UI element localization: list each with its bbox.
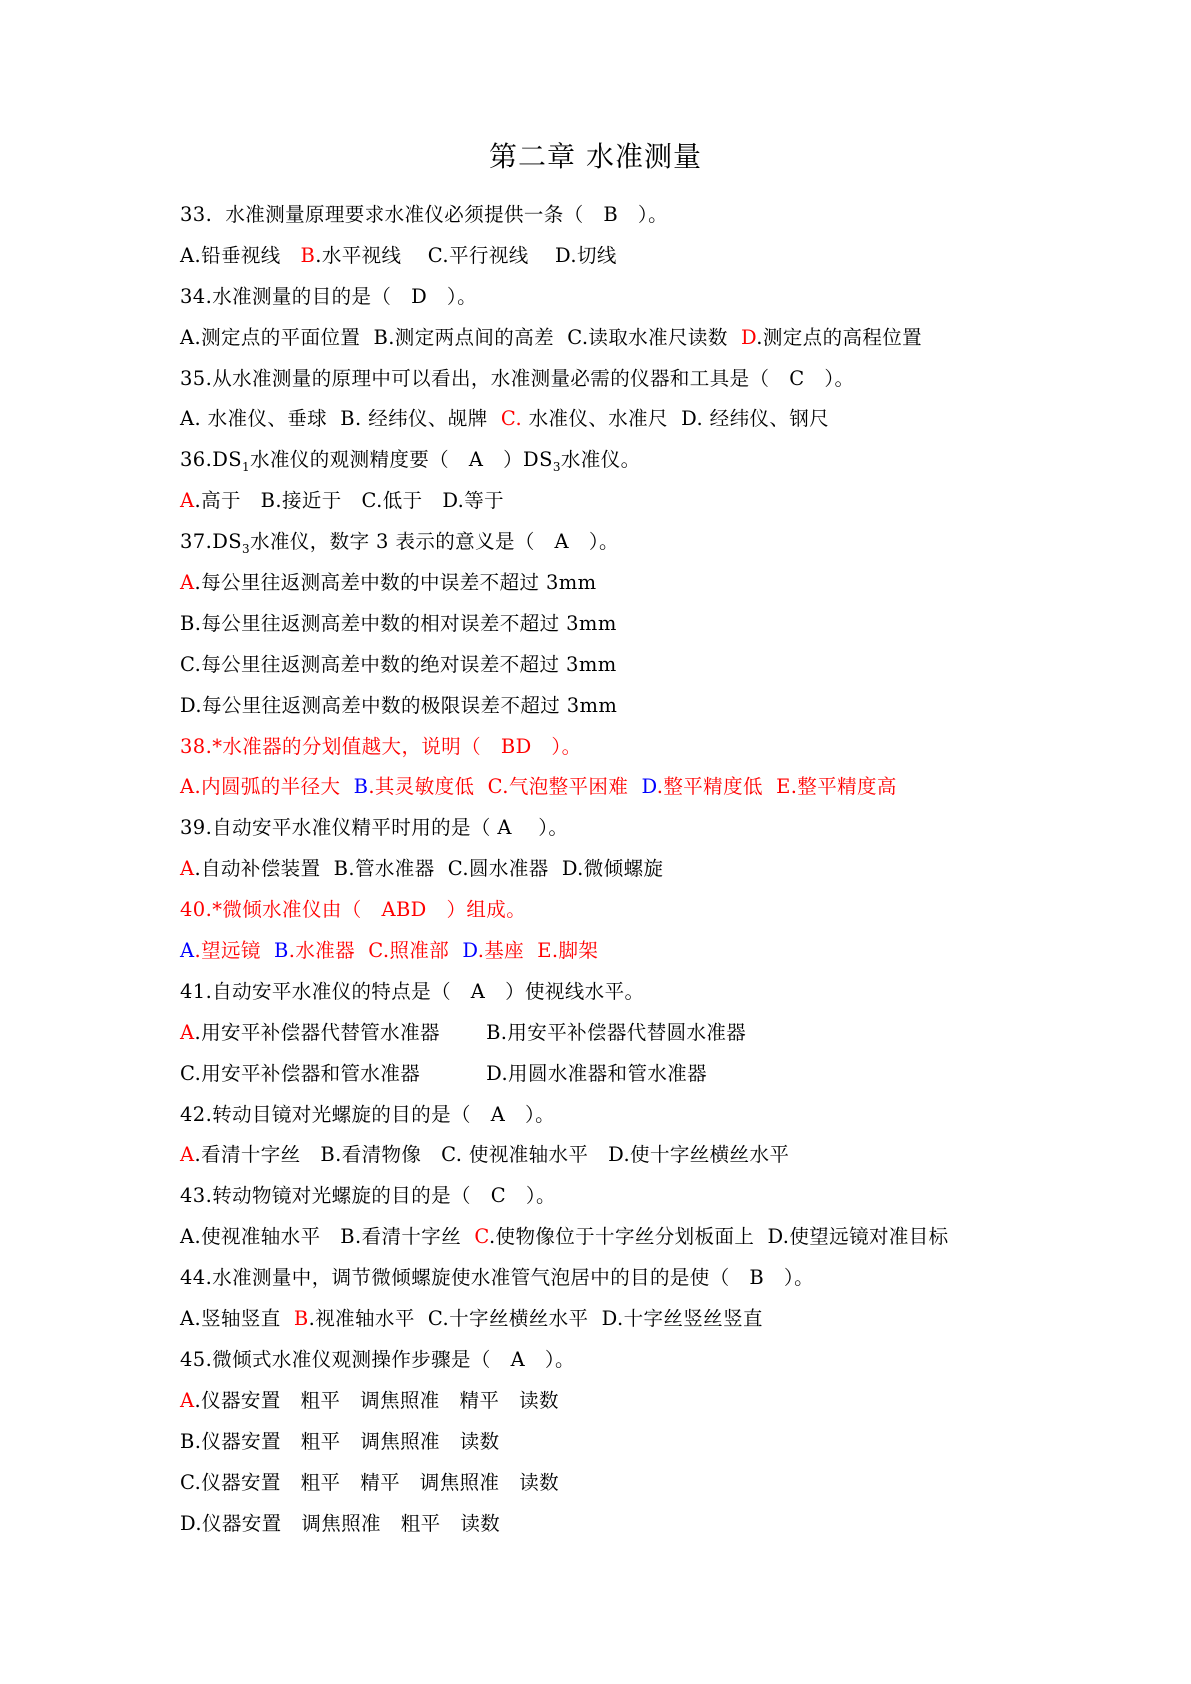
option-line	[180, 1299, 1120, 1340]
text-segment: A.内圆弧的半径大	[180, 775, 354, 799]
option-line	[180, 399, 1120, 440]
question-line	[180, 727, 1120, 768]
subscript-text: 3	[242, 542, 251, 557]
text-segment: .其灵敏度低 C.气泡整平困难	[368, 775, 642, 799]
text-segment: .望远镜	[194, 939, 274, 963]
text-segment: B	[273, 939, 289, 963]
question-list	[180, 195, 1120, 1544]
text-segment: B	[293, 1307, 309, 1331]
option-line	[180, 1054, 1120, 1095]
option-line	[180, 1504, 1120, 1545]
option-line	[180, 645, 1120, 686]
option-line	[180, 767, 1120, 808]
question-line	[180, 359, 1120, 400]
text-segment: 水准仪。	[560, 448, 641, 472]
text-segment: 40.*微倾水准仪由（ ABD ）组成。	[180, 898, 527, 922]
option-line	[180, 604, 1120, 645]
text-segment: D.每公里往返测高差中数的极限误差不超过 3mm	[180, 693, 618, 717]
text-segment: A. 水准仪、垂球 B. 经纬仪、觇牌	[180, 407, 501, 431]
text-segment: .基座 E.脚架	[477, 939, 599, 963]
text-segment: .自动补偿装置 B.管水准器 C.圆水准器 D.微倾螺旋	[194, 857, 664, 881]
option-line	[180, 849, 1120, 890]
text-segment: A.竖轴竖直	[180, 1307, 294, 1331]
text-segment: .视准轴水平 C.十字丝横丝水平 D.十字丝竖丝竖直	[308, 1307, 763, 1331]
text-segment: B.每公里往返测高差中数的相对误差不超过 3mm	[180, 611, 617, 635]
text-segment: B.仪器安置 粗平 调焦照准 读数	[180, 1429, 500, 1453]
question-line	[180, 440, 1120, 481]
option-line	[180, 1135, 1120, 1176]
text-segment: D	[462, 939, 478, 963]
text-segment: D.仪器安置 调焦照准 粗平 读数	[180, 1511, 501, 1535]
text-segment: C.仪器安置 粗平 精平 调焦照准 读数	[180, 1470, 560, 1494]
option-line	[180, 1381, 1120, 1422]
text-segment: A	[180, 939, 195, 963]
text-segment: 35.从水准测量的原理中可以看出，水准测量必需的仪器和工具是（ C ）。	[180, 366, 855, 390]
text-segment: 水准仪的观测精度要（ A ）DS	[250, 448, 553, 472]
question-line	[180, 522, 1120, 563]
text-segment: 44.水准测量中，调节微倾螺旋使水准管气泡居中的目的是使（ B ）。	[180, 1266, 814, 1290]
text-segment: .用安平补偿器代替管水准器 B.用安平补偿器代替圆水准器	[194, 1020, 747, 1044]
text-segment: A	[180, 1020, 195, 1044]
option-line	[180, 481, 1120, 522]
text-segment: A	[180, 1143, 195, 1167]
text-segment: D	[641, 775, 657, 799]
option-line	[180, 686, 1120, 727]
text-segment: .水准器 C.照准部	[288, 939, 463, 963]
text-segment: 34.水准测量的目的是（ D ）。	[180, 284, 477, 308]
question-line	[180, 1176, 1120, 1217]
text-segment: A.测定点的平面位置 B.测定两点间的高差 C.读取水准尺读数	[180, 325, 741, 349]
text-segment: 39.自动安平水准仪精平时用的是（ A ）。	[180, 816, 569, 840]
text-segment: A	[180, 489, 195, 513]
text-segment: .看清十字丝 B.看清物像 C. 使视准轴水平 D.使十字丝横丝水平	[194, 1143, 790, 1167]
question-line	[180, 195, 1120, 236]
question-line	[180, 972, 1120, 1013]
text-segment: .每公里往返测高差中数的中误差不超过 3mm	[194, 571, 597, 595]
text-segment: .水平视线 C.平行视线 D.切线	[315, 243, 617, 267]
text-segment: B	[300, 243, 316, 267]
question-line	[180, 1340, 1120, 1381]
text-segment: C.用安平补偿器和管水准器 D.用圆水准器和管水准器	[180, 1061, 708, 1085]
question-line	[180, 890, 1120, 931]
text-segment: C.每公里往返测高差中数的绝对误差不超过 3mm	[180, 652, 617, 676]
question-line	[180, 1095, 1120, 1136]
subscript-text: 1	[242, 460, 251, 475]
option-line	[180, 1217, 1120, 1258]
option-line	[180, 1013, 1120, 1054]
subscript-text: 3	[552, 460, 561, 475]
text-segment: .测定点的高程位置	[756, 325, 923, 349]
option-line	[180, 931, 1120, 972]
question-line	[180, 277, 1120, 318]
text-segment: 37.DS	[180, 530, 243, 554]
text-segment: 38.*水准器的分划值越大，说明（ BD ）。	[180, 734, 582, 758]
option-line	[180, 1463, 1120, 1504]
text-segment: 33. 水准测量原理要求水准仪必须提供一条（ B ）。	[180, 203, 668, 226]
option-line	[180, 1422, 1120, 1463]
text-segment: 45.微倾式水准仪观测操作步骤是（ A ）。	[180, 1347, 575, 1371]
text-segment: B	[353, 775, 369, 799]
text-segment: 水准仪、水准尺 D. 经纬仪、钢尺	[522, 407, 830, 431]
option-line	[180, 563, 1120, 604]
text-segment: A	[180, 1388, 195, 1412]
text-segment: .仪器安置 粗平 调焦照准 精平 读数	[194, 1388, 559, 1412]
chapter-title: 第二章 水准测量	[489, 140, 702, 173]
text-segment: 42.转动目镜对光螺旋的目的是（ A ）。	[180, 1102, 556, 1126]
text-segment: C.	[500, 407, 523, 431]
option-line	[180, 236, 1120, 277]
text-segment: 水准仪，数字 3 表示的意义是（ A ）。	[250, 530, 619, 554]
text-segment: C	[474, 1225, 489, 1249]
text-segment: 41.自动安平水准仪的特点是（ A ）使视线水平。	[180, 979, 645, 1003]
question-line	[180, 808, 1120, 849]
text-segment: .使物像位于十字丝分划板面上 D.使望远镜对准目标	[488, 1225, 949, 1249]
text-segment: A	[180, 857, 195, 881]
text-segment: .整平精度低 E.整平精度高	[656, 775, 897, 799]
option-line	[180, 318, 1120, 359]
text-segment: D	[740, 325, 757, 349]
text-segment: 36.DS	[180, 448, 243, 472]
text-segment: A.铅垂视线	[180, 243, 301, 267]
text-segment: A.使视准轴水平 B.看清十字丝	[180, 1225, 475, 1249]
text-segment: 43.转动物镜对光螺旋的目的是（ C ）。	[180, 1184, 556, 1208]
question-line	[180, 1258, 1120, 1299]
text-segment: A	[180, 571, 195, 595]
text-segment: .高于 B.接近于 C.低于 D.等于	[194, 489, 505, 513]
